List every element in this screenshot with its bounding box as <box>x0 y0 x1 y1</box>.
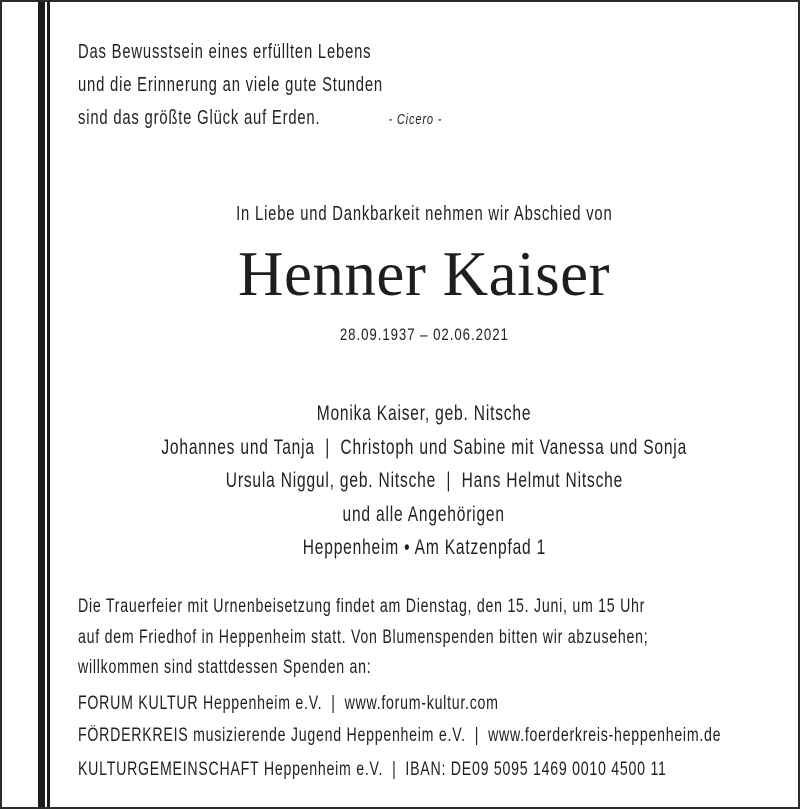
quote-line-2: und die Erinnerung an viele gute Stunden <box>78 74 383 96</box>
donation-org: KULTURGEMEINSCHAFT Heppenheim e.V. <box>78 759 384 780</box>
donation-forum-kultur: FORUM KULTUR Heppenheim e.V. | www.forum-kultur.com <box>78 693 499 714</box>
life-dates: 28.09.1937 – 02.06.2021 <box>339 325 509 344</box>
donation-kulturgemeinschaft: KULTURGEMEINSCHAFT Heppenheim e.V. | IBAN: DE09 5095 1469 0010 4500 11 <box>78 759 667 780</box>
donation-foerderkreis: FÖRDERKREIS musizierende Jugend Heppenheim e.V. | www.foerderkreis-heppenheim.de <box>78 725 722 746</box>
separator: | <box>324 436 330 459</box>
funeral-info-line-3: willkommen sind stattdessen Spenden an: <box>78 657 372 678</box>
intro-text: In Liebe und Dankbarkeit nehmen wir Abschied von <box>235 203 613 225</box>
donation-website: www.forum-kultur.com <box>344 693 499 714</box>
mourner-children: Johannes und Tanja | Christoph und Sabine mit Vanessa und Sonja <box>161 436 687 459</box>
quote-line-1: Das Bewusstsein eines erfüllten Lebens <box>78 41 372 63</box>
mourner-spouse: Monika Kaiser, geb. Nitsche <box>316 402 532 425</box>
quote-attribution: - Cicero - <box>388 111 443 128</box>
deceased-name: Henner Kaiser <box>237 239 611 309</box>
donation-iban: IBAN: DE09 5095 1469 0010 4500 11 <box>405 759 667 780</box>
mourning-bar-thick <box>38 2 45 807</box>
mourner-relatives: und alle Angehörigen <box>342 503 506 526</box>
separator: | <box>445 469 451 492</box>
donation-org: FORUM KULTUR Heppenheim e.V. <box>78 693 323 714</box>
funeral-info-line-2: auf dem Friedhof in Heppenheim statt. Von Blumenspenden bitten wir abzusehen; <box>78 627 649 648</box>
mourner-siblings: Ursula Niggul, geb. Nitsche | Hans Helmut Nitsche <box>225 469 623 492</box>
donation-org: FÖRDERKREIS musizierende Jugend Heppenheim e.V. <box>78 725 466 746</box>
funeral-info-line-1: Die Trauerfeier mit Urnenbeisetzung findet am Dienstag, den 15. Juni, um 15 Uhr <box>78 596 646 617</box>
mourner-address: Heppenheim • Am Katzenpfad 1 <box>302 536 546 559</box>
donation-website: www.foerderkreis-heppenheim.de <box>488 725 722 746</box>
quote-line-3: sind das größte Glück auf Erden. <box>78 107 321 129</box>
